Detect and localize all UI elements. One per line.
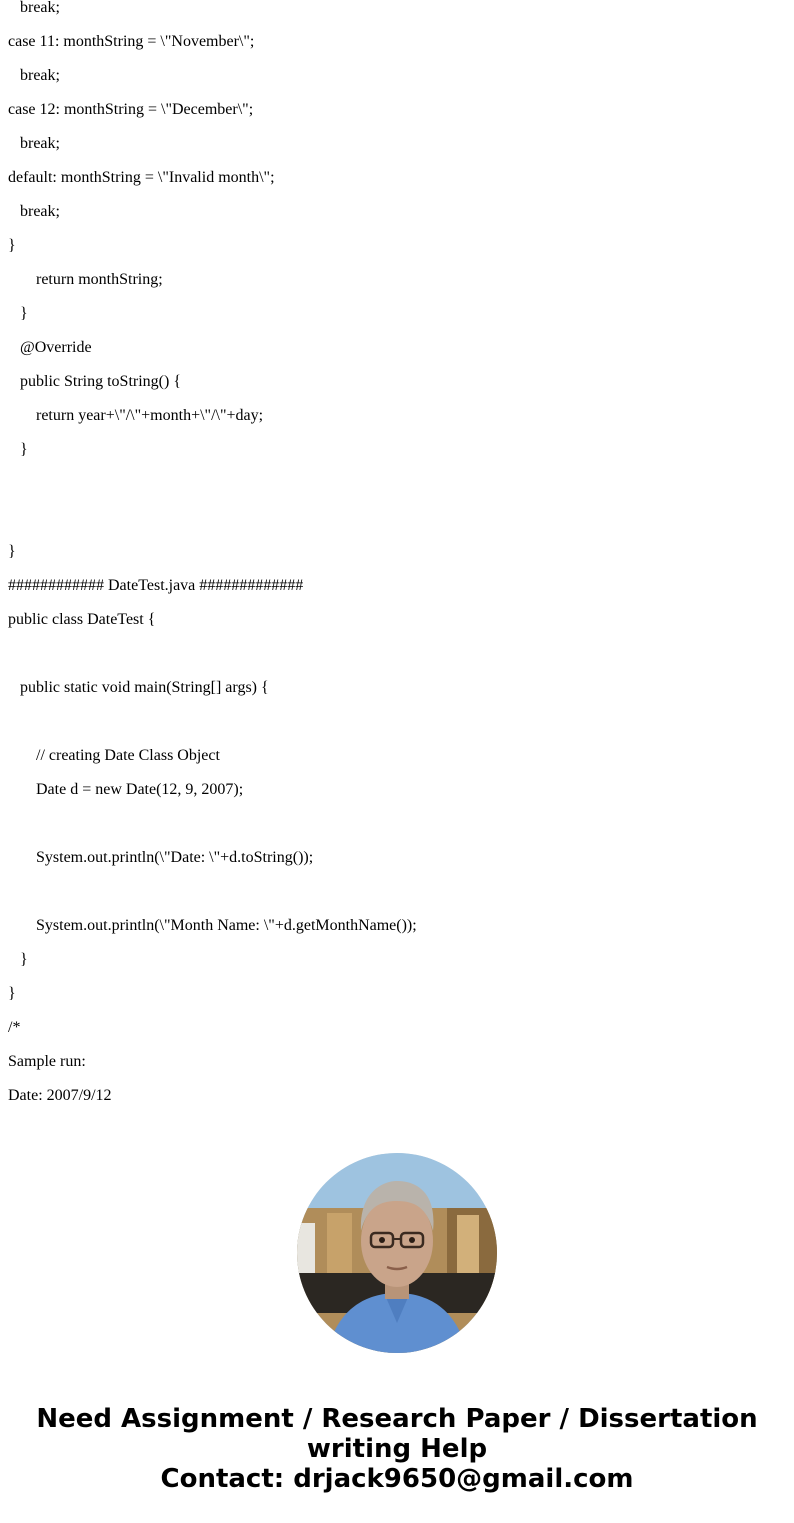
code-line: break;: [8, 135, 60, 152]
code-line: }: [8, 441, 28, 458]
promo-banner: [0, 1404, 794, 1494]
code-line: public String toString() {: [8, 373, 182, 390]
promo-contact: Contact: drjack9650@gmail.com: [160, 1464, 634, 1494]
code-listing: [8, 0, 788, 1113]
code-line: [8, 807, 788, 841]
code-line: [8, 875, 788, 909]
code-line: [8, 705, 788, 739]
code-line: default: monthString = \"Invalid month\";: [8, 169, 275, 186]
code-line: System.out.println(\"Date: \"+d.toString());: [8, 849, 314, 866]
code-line: }: [8, 985, 16, 1002]
code-line: }: [8, 951, 28, 968]
code-line: case 11: monthString = \"November\";: [8, 33, 255, 50]
code-line: return year+\"/\"+month+\"/\"+day;: [8, 407, 264, 424]
author-avatar: [297, 1153, 497, 1353]
code-line: System.out.println(\"Month Name: \"+d.getMonthName());: [8, 917, 417, 934]
code-line: case 12: monthString = \"December\";: [8, 101, 254, 118]
code-line: }: [8, 543, 16, 560]
code-line: }: [8, 305, 28, 322]
code-line: // creating Date Class Object: [8, 747, 220, 764]
person-photo-icon: [297, 1153, 497, 1353]
code-line: [8, 467, 788, 501]
code-line: [8, 637, 788, 671]
code-line: /*: [8, 1019, 21, 1036]
code-line: Date d = new Date(12, 9, 2007);: [8, 781, 244, 798]
promo-line-1: Need Assignment / Research Paper / Dissertation: [36, 1404, 758, 1434]
code-line: Sample run:: [8, 1053, 86, 1070]
code-line: }: [8, 237, 16, 254]
code-line: return monthString;: [8, 271, 163, 288]
code-line: break;: [8, 0, 60, 16]
code-line: ############ DateTest.java #############: [8, 577, 304, 594]
code-line: @Override: [8, 339, 92, 356]
promo-line-2: writing Help: [306, 1434, 488, 1464]
code-line: public class DateTest {: [8, 611, 156, 628]
code-line: break;: [8, 203, 60, 220]
code-line: [8, 501, 788, 535]
code-line: break;: [8, 67, 60, 84]
code-line: Date: 2007/9/12: [8, 1087, 112, 1104]
code-line: public static void main(String[] args) {: [8, 679, 269, 696]
